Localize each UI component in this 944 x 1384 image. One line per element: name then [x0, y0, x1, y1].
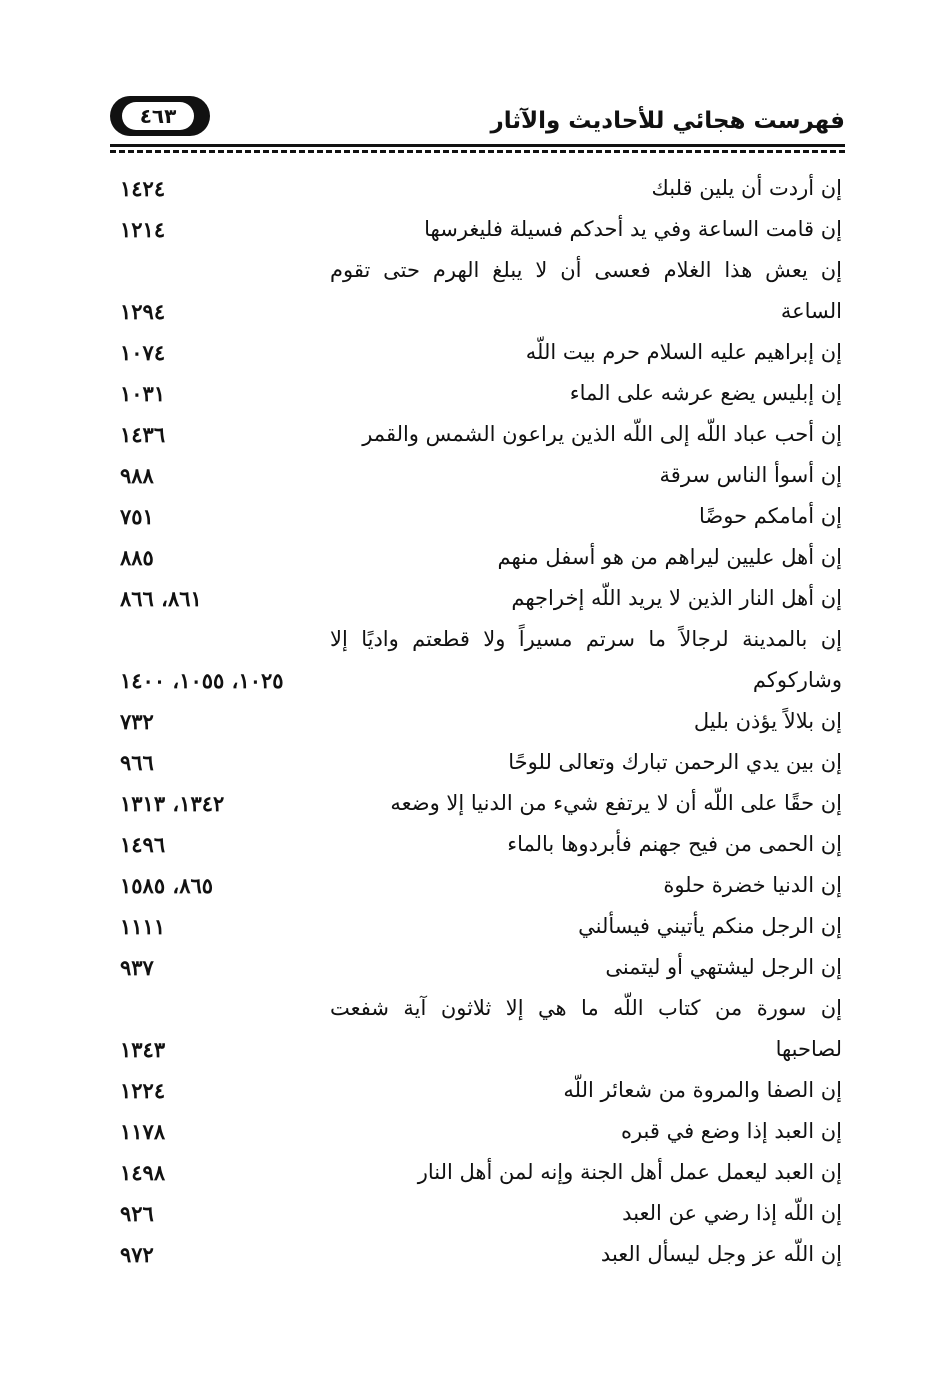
hadith-text: لصاحبها [775, 1037, 842, 1061]
page-refs: ٩٣٧ [120, 955, 154, 980]
page-refs: ١٠٧٤ [120, 340, 166, 365]
index-entry [120, 906, 842, 947]
index-entry [120, 168, 842, 209]
page-refs: ١٤٩٦ [120, 832, 166, 857]
page-number: ٤٦٣ [122, 102, 194, 130]
hadith-text: إن بلالاً يؤذن بليل [693, 709, 842, 733]
page-refs: ١٢١٤ [120, 217, 166, 242]
hadith-text: إن أحب عباد اللّه إلى اللّه الذين يراعون الشمس والقمر [362, 422, 842, 446]
page-refs: ١٣٤٣ [120, 1037, 166, 1062]
hadith-text: إن إبراهيم عليه السلام حرم بيت اللّه [525, 340, 842, 364]
page-refs: ١٤٩٨ [120, 1160, 166, 1185]
page-number-badge [110, 96, 210, 136]
page-refs: ١٣٤٢، ١٣١٣ [120, 791, 225, 816]
running-title: فهرست هجائي للأحاديث والآثار [490, 108, 845, 134]
hadith-text: إن بالمدينة لرجالاً ما سرتم مسيراً ولا قطعتم واديًا إلا [330, 627, 842, 651]
page-refs: ١٤٣٦ [120, 422, 166, 447]
page-refs: ٩٨٨ [120, 463, 154, 488]
hadith-text: إن العبد إذا وضع في قبره [620, 1119, 842, 1143]
page-header [110, 96, 845, 146]
hadith-text: إن العبد ليعمل عمل أهل الجنة وإنه لمن أهل النار [417, 1160, 842, 1184]
index-entry [120, 701, 842, 742]
index-entry [120, 373, 842, 414]
page-refs: ١٠٣١ [120, 381, 166, 406]
index-entry [120, 783, 842, 824]
hadith-text: إن يعش هذا الغلام فعسى أن لا يبلغ الهرم حتى تقوم [330, 258, 842, 282]
index-entry [120, 578, 842, 619]
hadith-text: إن اللّه إذا رضي عن العبد [622, 1201, 842, 1225]
index-entry [120, 619, 842, 660]
page-refs: ١١١١ [120, 914, 166, 939]
hadith-text: إن إبليس يضع عرشه على الماء [569, 381, 842, 405]
hadith-text: إن أردت أن يلين قلبك [651, 176, 842, 200]
index-entry [120, 250, 842, 291]
hadith-text: إن أهل عليين ليراهم من هو أسفل منهم [497, 545, 842, 569]
hadith-text: إن الصفا والمروة من شعائر اللّه [563, 1078, 842, 1102]
page-refs: ٩٦٦ [120, 750, 154, 775]
page-refs: ١٤٢٤ [120, 176, 166, 201]
index-entry [120, 742, 842, 783]
index-entry [120, 455, 842, 496]
hadith-text: إن بين يدي الرحمن تبارك وتعالى للوحًا [508, 750, 842, 774]
hadith-text: إن الرجل ليشتهي أو ليتمنى [605, 955, 842, 979]
index-entry [120, 537, 842, 578]
index-entry [120, 496, 842, 537]
page-refs: ١٢٢٤ [120, 1078, 166, 1103]
index-entry [120, 865, 842, 906]
index-entry [120, 1193, 842, 1234]
header-dashed-rule [110, 150, 845, 153]
hadith-text: إن الحمى من فيح جهنم فأبردوها بالماء [507, 832, 842, 856]
index-entry [120, 988, 842, 1029]
hadith-text: الساعة [780, 299, 842, 323]
index-entry [120, 209, 842, 250]
page-refs: ١٢٩٤ [120, 299, 166, 324]
page-refs: ٧٣٢ [120, 709, 154, 734]
index-entry [120, 1070, 842, 1111]
hadith-text: إن حقًا على اللّه أن لا يرتفع شيء من الدنيا إلا وضعه [390, 791, 842, 815]
page-refs: ٩٧٢ [120, 1242, 154, 1267]
index-entry [120, 1111, 842, 1152]
hadith-text: وشاركوكم [752, 668, 842, 692]
page-refs: ٩٢٦ [120, 1201, 154, 1226]
hadith-text: إن أهل النار الذين لا يريد اللّه إخراجهم [511, 586, 842, 610]
index-entry [120, 414, 842, 455]
index-entry [120, 947, 842, 988]
hadith-text: إن الدنيا خضرة حلوة [663, 873, 842, 897]
page-refs: ١١٧٨ [120, 1119, 166, 1144]
index-entry [120, 824, 842, 865]
page-refs: ٨٦١، ٨٦٦ [120, 586, 202, 611]
index-entry [120, 332, 842, 373]
page-refs: ١٠٢٥، ١٠٥٥، ١٤٠٠ [120, 668, 284, 693]
hadith-text: إن الرجل منكم يأتيني فيسألني [578, 914, 842, 938]
page-refs: ٨٦٥، ١٥٨٥ [120, 873, 214, 898]
index-entry [120, 291, 842, 332]
hadith-text: إن قامت الساعة وفي يد أحدكم فسيلة فليغرسها [424, 217, 842, 241]
page-refs: ٧٥١ [120, 504, 154, 529]
hadith-text: إن أسوأ الناس سرقة [659, 463, 842, 487]
index-entry [120, 660, 842, 701]
hadith-text: إن أمامكم حوضًا [699, 504, 842, 528]
index-entry [120, 1152, 842, 1193]
hadith-text: إن اللّه عز وجل ليسأل العبد [600, 1242, 842, 1266]
hadith-text: إن سورة من كتاب اللّه ما هي إلا ثلاثون آية شفعت [330, 996, 842, 1020]
index-entry [120, 1029, 842, 1070]
index-entry [120, 1234, 842, 1275]
page-refs: ٨٨٥ [120, 545, 154, 570]
index-list [120, 168, 842, 1275]
